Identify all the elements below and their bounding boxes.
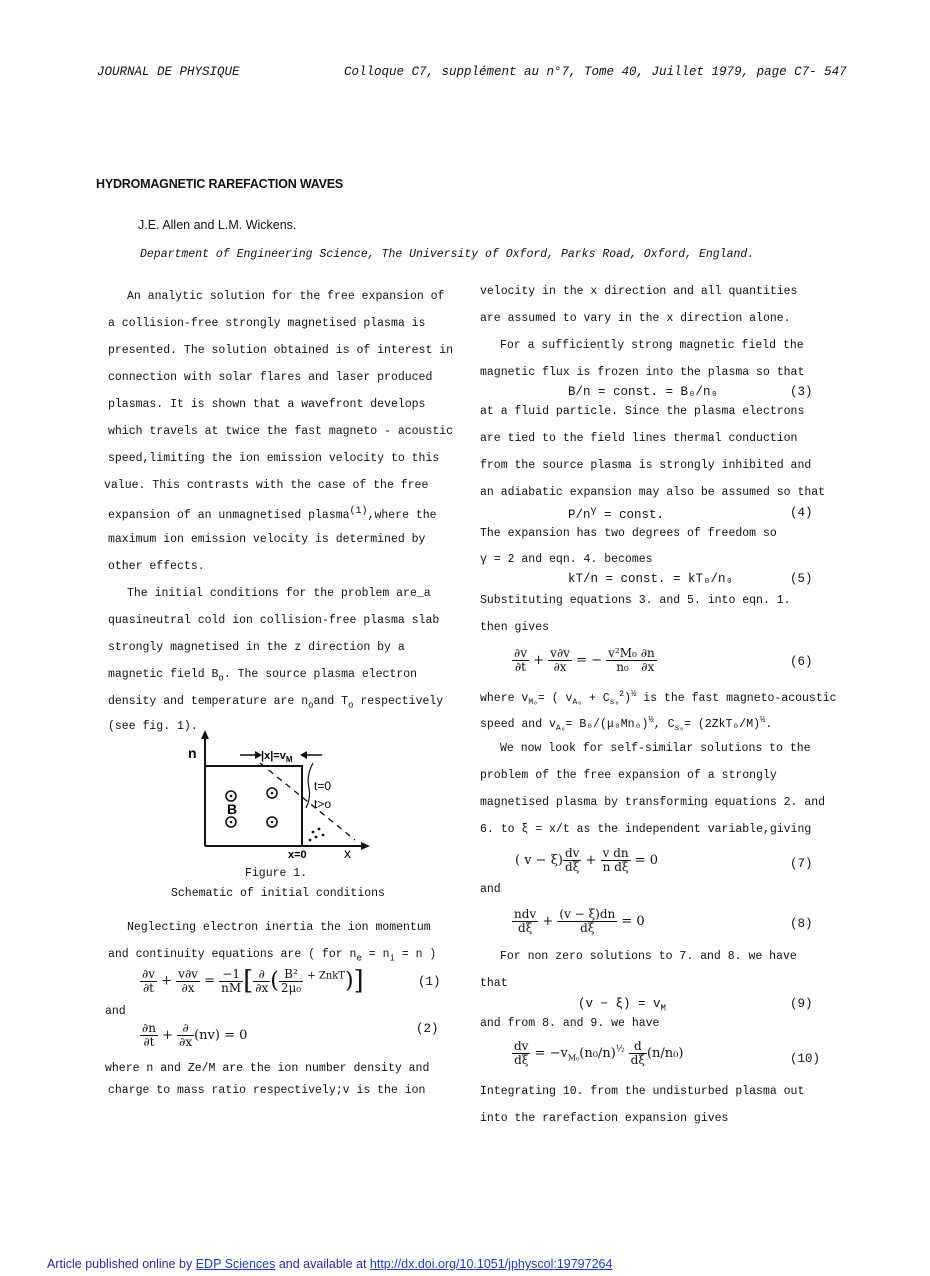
- fig-label-tgt: t>o: [314, 797, 332, 811]
- equation-7: ( v − ξ) $\frac{dv}{d\xi}$ + $\frac{\text{v dn}}{\text{n dξ}}$ = 0: [515, 846, 659, 874]
- text-line: at a fluid particle. Since the plasma electrons: [480, 405, 805, 418]
- text-line: maximum ion emission velocity is determined by: [108, 533, 426, 546]
- equation-number: (6): [790, 655, 813, 669]
- x-axis-arrow: [361, 842, 370, 850]
- text-line: charge to mass ratio respectively;v is the ion: [108, 1084, 426, 1097]
- fig-label-x0: x=0: [288, 849, 307, 861]
- text-line: Substituting equations 3. and 5. into eqn. 1.: [480, 594, 791, 607]
- paper-title: HYDROMAGNETIC RAREFACTION WAVES: [96, 177, 344, 191]
- authors: J.E. Allen and L.M. Wickens.: [138, 218, 297, 232]
- text-line: (see fig. 1).: [108, 720, 198, 733]
- equation-number: (7): [790, 857, 813, 871]
- equation-number: (3): [790, 385, 813, 399]
- text-line: The expansion has two degrees of freedom so: [480, 527, 777, 540]
- equation-number: (2): [416, 1022, 439, 1036]
- footer-middle: and available at: [275, 1257, 370, 1271]
- publication-footer: [47, 1257, 612, 1271]
- text-line: magnetic flux is frozen into the plasma so that: [480, 366, 805, 379]
- text-line: speed,limiting the ion emission velocity to this: [108, 452, 440, 465]
- text-line: plasmas. It is shown that a wavefront develops: [108, 398, 426, 411]
- text-line: magnetised plasma by transforming equations 2. and: [480, 796, 826, 809]
- text-line: For non zero solutions to 7. and 8. we have: [500, 950, 797, 963]
- n-axis-arrow: [201, 730, 209, 739]
- text-line: 6. to ξ = x/t as the independent variable,giving: [480, 823, 812, 836]
- fig-label-x: x: [344, 845, 351, 861]
- text-line: density and temperature are $n_oand$ $T_o$ respectively: [108, 695, 444, 711]
- fig-label-t0: t=0: [314, 779, 332, 793]
- text-line: that: [480, 977, 508, 990]
- figure-title: Figure 1.: [245, 867, 308, 880]
- equation-number: (5): [790, 572, 813, 586]
- text-line: and: [105, 1005, 126, 1018]
- text-line: For a sufficiently strong magnetic field the: [500, 339, 804, 352]
- fig-label-front: $|x|=v_M$: [261, 750, 293, 764]
- text-line: other effects.: [108, 560, 205, 573]
- text-line: Integrating 10. from the undisturbed plasma out: [480, 1085, 805, 1098]
- equation-number: (8): [790, 917, 813, 931]
- fig-label-B: B: [227, 801, 238, 817]
- text-line: An analytic solution for the free expansion of: [127, 290, 445, 303]
- equation-2: $\frac{\partial n}{\partial t}$ + $\frac{\partial}{\partial x}$ (nv) = 0: [142, 1021, 248, 1049]
- equation-6: $\frac{\partial v}{\partial t}$ + $\frac{v\partial v}{\partial x}$ = − $\frac{\text{v²M₀}}{\text{n₀}}$ $\frac{\partial n}{\partial x}$: [514, 646, 655, 674]
- text-line: γ = 2 and eqn. 4. becomes: [480, 553, 653, 566]
- equation-number: (9): [790, 997, 813, 1011]
- text-line: and: [480, 883, 501, 896]
- equation-10: $\frac{dv}{d\xi}$ = $-v_{M_0}(n_0/n)^{\frac{1}{2}}$ $\frac{d}{d\xi}$ (n/n₀): [514, 1039, 684, 1067]
- text-line: where $v_{M_0}=$ ( $v_{A_0} + C_{s_0}^2)^{\frac{1}{2}}$ is the fast magneto-acoustic: [480, 689, 837, 708]
- text-line: then gives: [480, 621, 550, 634]
- initial-slab-profile: [205, 766, 302, 846]
- text-line: which travels at twice the fast magneto - acoustic: [108, 425, 454, 438]
- figure-initial-conditions: [180, 728, 380, 863]
- text-line: speed and $v_{A_0}= B_0/(\mu_0Mn_0)^{\frac{1}{2}}$, $C_{s_0}= (2ZkT_0/M)^{\frac{1}{2}}$.: [480, 715, 773, 734]
- text-line: where n and Ze/M are the ion number density and: [105, 1062, 430, 1075]
- footer-prefix: Article published online by: [47, 1257, 196, 1271]
- text-line: into the rarefaction expansion gives: [480, 1112, 729, 1125]
- equation-9: $(v - \xi) = v_M$: [578, 997, 666, 1014]
- equation-1: $\frac{\partial v}{\partial t}$ + $\frac{v\partial v}{\partial x}$ = $\frac{-1}{nM}$ [ $\frac{\partial}{\partial x}$ ( $\frac{\text{B²}}{\text{2μ₀}}$ $^{+ ZnkT}$)]: [142, 966, 364, 996]
- expansion-profile: [260, 763, 355, 840]
- text-line: and from 8. and 9. we have: [480, 1017, 660, 1030]
- equation-4: $P/n^\gamma$ = const.: [568, 506, 665, 523]
- text-line: value. This contrasts with the case of the free: [104, 479, 429, 492]
- text-line: The initial conditions for the problem are_a: [127, 587, 431, 600]
- text-line: connection with solar flares and laser produced: [108, 371, 433, 384]
- text-line: a collision-free strongly magnetised plasma is: [108, 317, 426, 330]
- text-line: quasineutral cold ion collision-free plasma slab: [108, 614, 440, 627]
- text-line: an adiabatic expansion may also be assumed so that: [480, 486, 826, 499]
- text-line: problem of the free expansion of a strongly: [480, 769, 777, 782]
- edp-sciences-link[interactable]: EDP Sciences: [195, 1257, 276, 1271]
- equation-3: B/n = const. = B₀/n₀: [568, 385, 719, 399]
- equation-8: $\frac{\text{ndv}}{d\xi}$ + $\frac{(v - \xi)dn}{d\xi}$ = 0: [514, 907, 645, 935]
- equation-number: (1): [418, 975, 441, 989]
- figure-caption: Schematic of initial conditions: [171, 887, 385, 900]
- text-line: strongly magnetised in the z direction by a: [108, 641, 405, 654]
- text-line: velocity in the x direction and all quantities: [480, 285, 798, 298]
- doi-link[interactable]: http://dx.doi.org/10.1051/jphyscol:19797264: [369, 1257, 613, 1271]
- equation-number: (10): [790, 1052, 821, 1066]
- issue-info: Colloque C7, supplément au n°7, Tome 40, Juillet 1979, page C7- 547: [344, 65, 847, 79]
- affiliation: Department of Engineering Science, The University of Oxford, Parks Road, Oxford, England.: [140, 248, 755, 261]
- text-line: magnetic field $B_o$. The source plasma electron: [108, 668, 418, 684]
- text-line: and continuity equations are ( for $n_e = n_i = n$ ): [108, 948, 437, 964]
- equation-5: kT/n = const. = kT₀/n₀: [568, 572, 734, 586]
- fig-label-n: n: [188, 745, 197, 761]
- journal-name: JOURNAL DE PHYSIQUE: [97, 65, 240, 79]
- text-line: are assumed to vary in the x direction alone.: [480, 312, 791, 325]
- equation-number: (4): [790, 506, 813, 520]
- text-line: Neglecting electron inertia the ion momentum: [127, 921, 431, 934]
- text-line: expansion of an unmagnetised plasma$^{(1)}$,where the: [108, 506, 437, 522]
- text-line: are tied to the field lines thermal conduction: [480, 432, 798, 445]
- text-line: We now look for self-similar solutions to the: [500, 742, 811, 755]
- text-line: presented. The solution obtained is of interest in: [108, 344, 454, 357]
- text-line: from the source plasma is strongly inhibited and: [480, 459, 812, 472]
- citation-ref: (1): [349, 506, 368, 517]
